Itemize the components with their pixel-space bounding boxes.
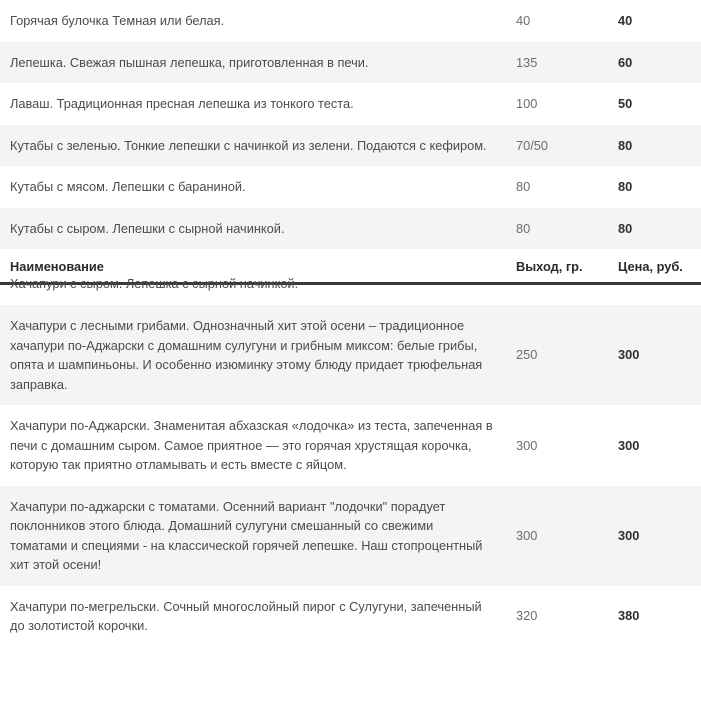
obscured-row-clip	[0, 276, 701, 295]
item-price: 380	[618, 608, 640, 624]
item-name: Хачапури с лесными грибами. Однозначный хит этой осени – традиционное хачапури по-Аджарски с домашним сулугуни и грибным миксом: белые грибы, опята и шампиньоны. И особенно изюминку этому блюду придает трюфельная заправка.	[10, 318, 483, 392]
item-name: Кутабы с сыром. Лепешки с сырной начинкой.	[10, 220, 285, 236]
item-price: 300	[618, 527, 640, 543]
item-name: Кутабы с мясом. Лепешки с бараниной.	[10, 179, 246, 194]
item-price: 40	[618, 13, 633, 28]
item-price: 300	[618, 437, 640, 453]
item-yield: 300	[516, 437, 538, 453]
item-name: Горячая булочка Темная или белая.	[10, 13, 225, 28]
item-name: Лаваш. Традиционная пресная лепешка из тонкого теста.	[10, 96, 354, 111]
item-price: 300	[618, 347, 640, 363]
table-row[interactable]	[0, 42, 701, 84]
obscured-item-name: Хачапури с сыром. Лепешка с сырной начинкой.	[10, 276, 299, 291]
column-header-name: Наименование	[0, 249, 508, 284]
section-gap-cell	[0, 295, 701, 305]
item-name: Лепешка. Свежая пышная лепешка, приготовленная в печи.	[10, 54, 369, 70]
item-yield: 320	[516, 608, 538, 624]
column-header-price: Цена, руб.	[609, 249, 701, 284]
table-row[interactable]	[0, 166, 701, 208]
table-row[interactable]	[0, 0, 701, 42]
table-row[interactable]	[0, 125, 701, 167]
column-header-yield: Выход, гр.	[508, 249, 609, 284]
item-name: Хачапури по-мегрельски. Сочный многослойный пирог с Сулугуни, запеченный до золотистой корочки.	[10, 598, 482, 633]
item-name: Хачапури по-аджарски с томатами. Осенний вариант "лодочки" порадует поклонников этого блюда. Домашний сулугуни смешанный со свежими томатами и специями - на классической горячей лепешке. Наш стопроцентный хит этой осени!	[10, 498, 483, 572]
item-yield: 100	[516, 96, 538, 111]
table-row[interactable]	[0, 208, 701, 250]
item-yield: 250	[516, 347, 538, 363]
table-row[interactable]	[0, 305, 701, 405]
obscured-row-cell	[0, 276, 701, 296]
item-price: 60	[618, 54, 633, 70]
section-gap	[0, 295, 701, 305]
item-price: 80	[618, 137, 633, 153]
obscured-table-row[interactable]	[0, 284, 701, 296]
item-yield: 80	[516, 179, 531, 194]
item-yield: 135	[516, 54, 538, 70]
item-price: 80	[618, 179, 633, 194]
item-yield: 80	[516, 220, 531, 236]
table-row[interactable]	[0, 586, 701, 647]
item-name: Кутабы с зеленью. Тонкие лепешки с начинкой из зелени. Подаются с кефиром.	[10, 137, 487, 153]
table-row[interactable]	[0, 486, 701, 586]
item-yield: 70/50	[516, 137, 549, 153]
item-yield: 40	[516, 13, 531, 28]
table-row[interactable]	[0, 405, 701, 486]
table-row[interactable]	[0, 83, 701, 125]
item-price: 50	[618, 96, 633, 111]
item-yield: 300	[516, 527, 538, 543]
item-price: 80	[618, 220, 633, 236]
item-name: Хачапури по-Аджарски. Знаменитая абхазская «лодочка» из теста, запеченная в печи с домашним сыром. Самое приятное — это горячая хрустящая корочка, которую так приятно отламывать и есть вместе с яйцом.	[10, 418, 493, 472]
